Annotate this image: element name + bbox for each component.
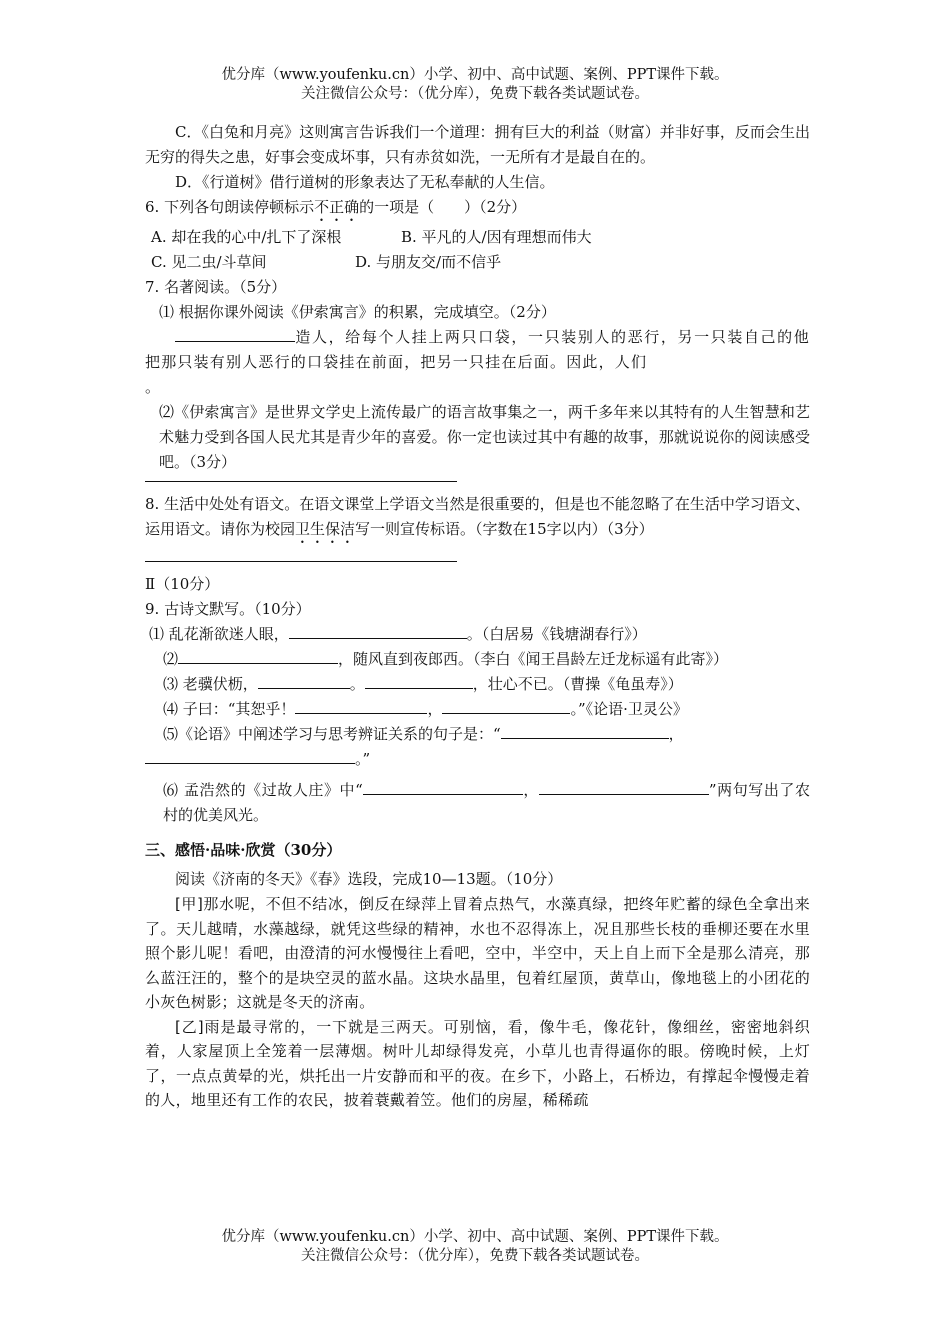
- q9-line-5-sep: ，: [668, 725, 684, 743]
- page-footer: [0, 1228, 950, 1266]
- q9-title: 9. 古诗文默写。（10分）: [145, 600, 311, 618]
- q9-line-6-sep: ，: [522, 781, 539, 799]
- part2-title: Ⅱ（10分）: [145, 575, 220, 593]
- footer-line-1: 优分库（www.youfenku.cn）小学、初中、高中试题、案例、PPT课件下载。: [221, 1229, 729, 1245]
- part3-intro: 阅读《济南的冬天》《春》选段，完成10—13题。（10分）: [175, 870, 563, 888]
- q6-stem-post: 的一项是（ ）（2分）: [359, 198, 527, 216]
- q9-blank-5[interactable]: [295, 697, 427, 714]
- q6-stem: [145, 195, 810, 225]
- q9-line-1-text: ⑴ 乱花渐欲迷人眼，: [149, 625, 289, 643]
- q9-line-2-text: ，随风直到夜郎西。（李白《闻王昌龄左迁龙标遥有此寄》）: [338, 650, 729, 668]
- q9-line-1-source: 。（白居易《钱塘湖春行》）: [466, 625, 647, 643]
- q7-part1-end: 。: [145, 378, 161, 396]
- q9-blank-8[interactable]: [145, 747, 355, 764]
- q6-stem-pre: 6. 下列各句朗读停顿标示: [145, 198, 315, 216]
- q9-line-5-end: 。”: [355, 750, 371, 768]
- q9-line-2-num: ⑵: [163, 650, 179, 668]
- q8-answer-line[interactable]: [145, 561, 457, 562]
- q6-option-b: B. 平凡的人/因有理想而伟大: [401, 228, 592, 246]
- q9-line-5-cont: [145, 747, 810, 772]
- footer-line-2: 关注微信公众号：（优分库），免费下载各类试题试卷。: [301, 1248, 649, 1264]
- q7-blank-1[interactable]: [175, 325, 295, 342]
- q7-answer-line[interactable]: [145, 481, 457, 482]
- q8-stem-post: 写一则宣传标语。（字数在15字以内）（3分）: [355, 520, 654, 538]
- q9-line-6: [145, 778, 810, 828]
- q6-stem-emphasis: 不正确: [314, 198, 360, 216]
- q9-blank-2[interactable]: [178, 647, 338, 664]
- q5-option-c: C．《白兔和月亮》这则寓言告诉我们一个道理：拥有巨大的利益（财富）并非好事，反而会生出无穷的得失之患，好事会变成坏事，只有赤贫如洗，一无所有才是最自在的。: [145, 123, 810, 166]
- passage-yi: [乙]雨是最寻常的，一下就是三两天。可别恼，看，像牛毛，像花针，像细丝，密密地斜织着，人家屋顶上全笼着一层薄烟。树叶儿却绿得发亮，小草儿也青得逼你的眼。傍晚时候，上灯了，一点点黄晕的光，烘托出一片安静而和平的夜。在乡下，小路上，石桥边，有撑起伞慢慢走着的人，地里还有工作的农民，披着蓑戴着笠。他们的房屋，稀稀疏: [145, 1017, 810, 1109]
- q9-blank-10[interactable]: [539, 778, 709, 795]
- q9-line-4-source: 。”《论语·卫灵公》: [570, 700, 688, 718]
- q6-options-row-1: [145, 225, 810, 250]
- q6-option-d: D. 与朋友交/而不信乎: [355, 253, 502, 271]
- q9-blank-4[interactable]: [365, 672, 473, 689]
- q9-line-4-text: ⑷ 子曰：“其恕乎！: [163, 700, 296, 718]
- q9-blank-1[interactable]: [289, 622, 467, 639]
- q9-line-5: [145, 722, 810, 747]
- q9-line-3-sep: 。: [349, 675, 365, 693]
- q9-line-5-text: ⑸《论语》中阐述学习与思考辨证关系的句子是：“: [163, 725, 501, 743]
- passage-jia: [甲]那水呢，不但不结冰，倒反在绿萍上冒着点热气，水藻真绿，把终年贮蓄的绿色全拿出来了。天儿越晴，水藻越绿，就凭这些绿的精神，水也不忍得冻上，况且那些长枝的垂柳还要在水里照个影儿呢！看吧，由澄清的河水慢慢往上看吧，空中，半空中，天上自上而下全是那么清亮，那么蓝汪汪的，整个的是块空灵的蓝水晶。这块水晶里，包着红屋顶，黄草山，像地毯上的小团花的小灰色树影；这就是冬天的济南。: [145, 895, 810, 1011]
- q6-options-row-2: [145, 250, 810, 275]
- q7-part1-text: [145, 325, 810, 375]
- q9-line-3: [145, 672, 810, 697]
- q8-stem-pre: 8. 生活中处处有语文。在语文课堂上学语文当然是很重要的，但是也不能忽略了在生活中学习语文、运用语文。请你为校园: [145, 495, 810, 538]
- q9-line-1: [145, 622, 810, 647]
- q9-blank-6[interactable]: [442, 697, 570, 714]
- q5-option-d: D．《行道树》借行道树的形象表达了无私奉献的人生信。: [175, 173, 555, 191]
- exam-content: [145, 120, 810, 1113]
- page-header: [0, 66, 950, 104]
- q9-line-6-end: ”两句写出了农村的优美风光。: [163, 781, 810, 824]
- q9-blank-7[interactable]: [501, 722, 669, 739]
- part3-title: 三、感悟·品味·欣赏（30分）: [145, 841, 342, 859]
- q9-line-2: [145, 647, 810, 672]
- q8-stem: [145, 492, 810, 547]
- q9-blank-3[interactable]: [258, 672, 350, 689]
- q9-line-3-source: ，壮心不已。（曹操《龟虽寿》）: [472, 675, 683, 693]
- q6-option-a: A. 却在我的心中/扎下了深根: [151, 228, 342, 246]
- q7-part1: ⑴ 根据你课外阅读《伊索寓言》的积累，完成填空。（2分）: [159, 303, 556, 321]
- q7-part2: ⑵《伊索寓言》是世界文学史上流传最广的语言故事集之一，两千多年来以其特有的人生智慧和艺术魅力受到各国人民尤其是青少年的喜爱。你一定也读过其中有趣的故事，那就说说你的阅读感受吧。（3分）: [159, 403, 810, 471]
- q7-part1-body: 造人，给每个人挂上两只口袋，一只装别人的恶行，另一只装自己的他把那只装有别人恶行的口袋挂在前面，把另一只挂在后面。因此，人们: [145, 328, 810, 371]
- header-line-1: 优分库（www.youfenku.cn）小学、初中、高中试题、案例、PPT课件下载。: [221, 67, 729, 83]
- header-line-2: 关注微信公众号：（优分库），免费下载各类试题试卷。: [301, 86, 649, 102]
- q8-stem-emphasis: 卫生保洁: [295, 520, 356, 538]
- q6-option-c: C. 见二虫/斗草间: [151, 253, 267, 271]
- q9-blank-9[interactable]: [363, 778, 523, 795]
- q9-line-4: [145, 697, 810, 722]
- q9-line-4-sep: ，: [427, 700, 443, 718]
- q7-title: 7. 名著阅读。（5分）: [145, 278, 287, 296]
- q9-line-3-text: ⑶ 老骥伏枥，: [163, 675, 258, 693]
- q9-line-6-text: ⑹ 孟浩然的《过故人庄》中“: [163, 781, 363, 799]
